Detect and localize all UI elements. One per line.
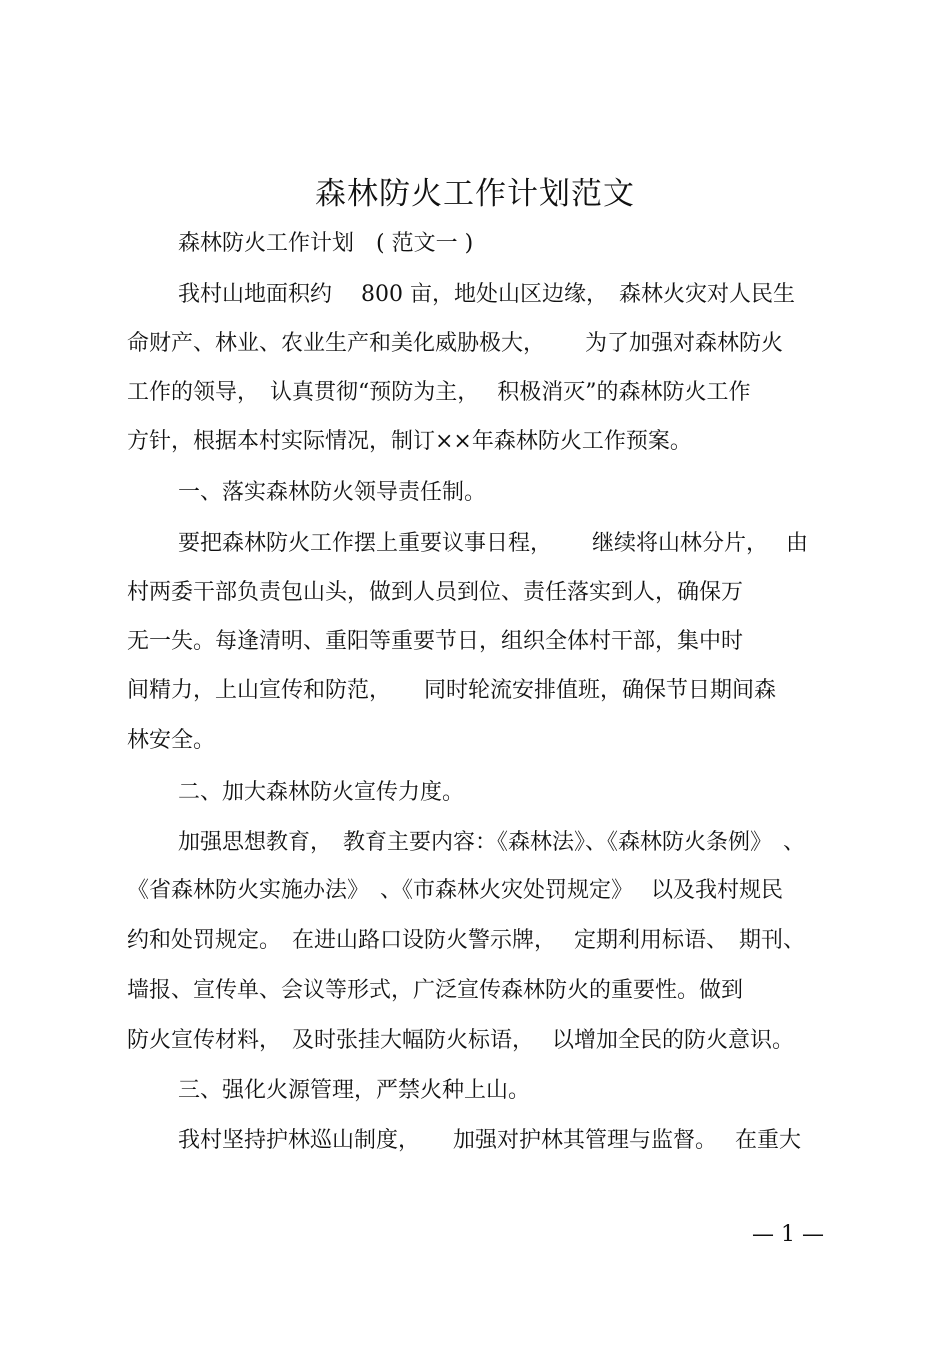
paragraph-line: 要把森林防火工作摆上重要议事日程， 继续将山林分片， 由 [178,531,808,556]
paragraph-line: 村两委干部负责包山头，做到人员到位、责任落实到人，确保万 [127,580,744,605]
paragraph-line: 方针，根据本村实际情况，制订××年森林防火工作预案。 [127,429,692,454]
document-title: 森林防火工作计划范文 [315,176,635,212]
paragraph-line: 约和处罚规定。 在进山路口设防火警示牌， 定期利用标语、 期刊、 [127,928,805,953]
paragraph-line: 工作的领导， 认真贯彻“预防为主， 积极消灭”的森林防火工作 [127,380,751,405]
paragraph-line: 加强思想教育， 教育主要内容：《森林法》、《森林防火条例》 、 [178,830,806,855]
section-heading: 一、落实森林防火领导责任制。 [178,480,487,505]
paragraph-line: 我村坚持护林巡山制度， 加强对护林其管理与监督。 在重大 [178,1128,801,1153]
paragraph-line: 林安全。 [127,728,216,753]
paragraph-line: 我村山地面积约 800 亩，地处山区边缘， 森林火灾对人民生 [178,282,795,307]
paragraph-line: 无一失。每逢清明、重阳等重要节日，组织全体村干部，集中时 [127,629,744,654]
paragraph-line: 《省森林防火实施办法》 、《市森林火灾处罚规定》 以及我村规民 [127,878,783,903]
paragraph-line: 防火宣传材料， 及时张挂大幅防火标语， 以增加全民的防火意识。 [127,1028,794,1053]
page-number: — 1 — [752,1222,824,1247]
paragraph-line: 间精力，上山宣传和防范， 同时轮流安排值班，确保节日期间森 [127,678,777,703]
paragraph-line: 墙报、宣传单、会议等形式，广泛宣传森林防火的重要性。做到 [127,978,744,1003]
section-heading: 二、加大森林防火宣传力度。 [178,780,465,805]
section-heading: 三、强化火源管理，严禁火种上山。 [178,1078,531,1103]
subtitle-line: 森林防火工作计划 ( 范文一 ) [178,231,474,256]
paragraph-line: 命财产、林业、农业生产和美化威胁极大， 为了加强对森林防火 [127,331,783,356]
